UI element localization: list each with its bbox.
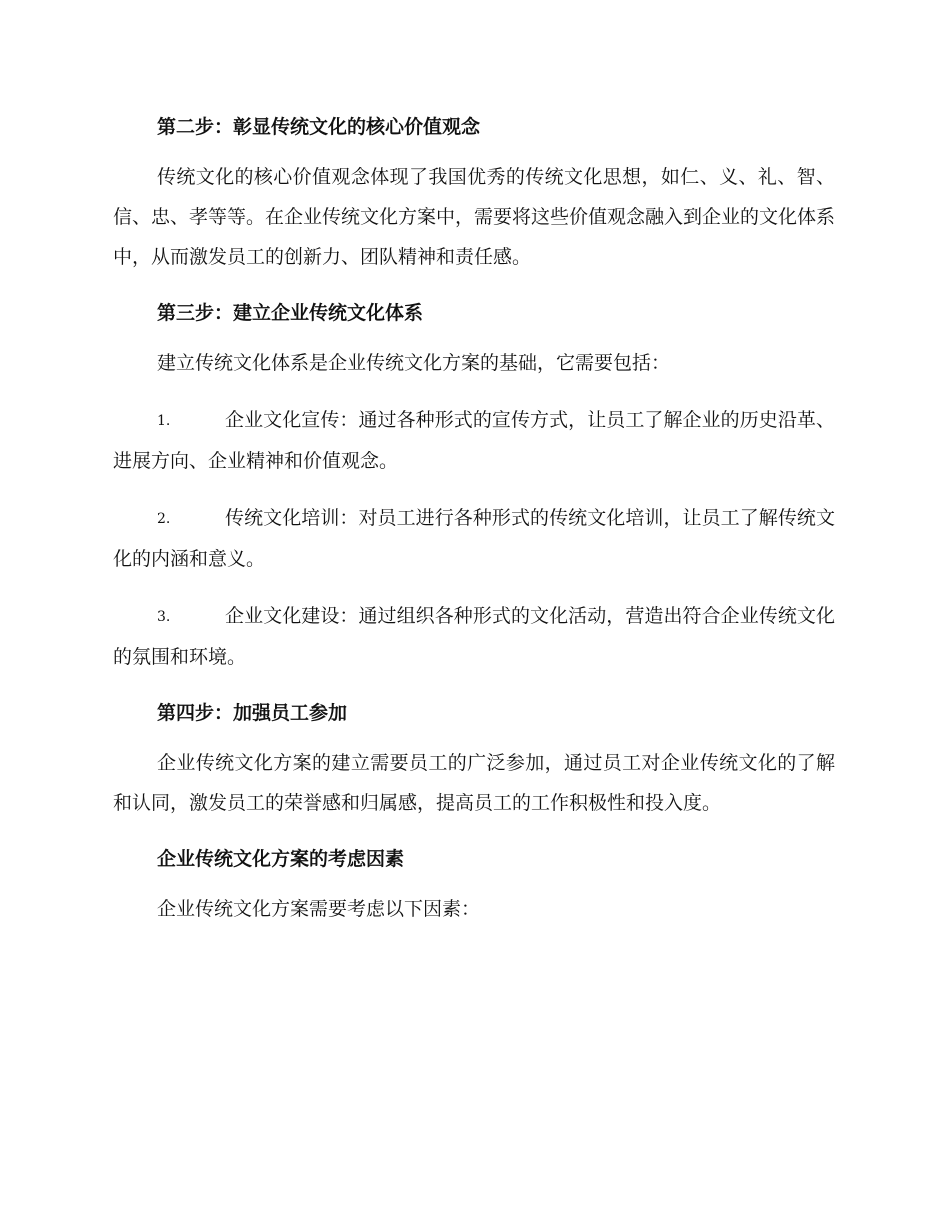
list-number: 3. xyxy=(157,609,171,625)
section-paragraph-considerations: 企业传统文化方案需要考虑以下因素： xyxy=(157,898,481,920)
list-number: 1. xyxy=(157,413,171,429)
list-item-2 xyxy=(113,498,835,579)
section-heading-step-2: 第二步：彰显传统文化的核心价值观念 xyxy=(157,116,481,138)
list-item-3 xyxy=(113,596,835,677)
section-heading-considerations: 企业传统文化方案的考虑因素 xyxy=(157,848,405,870)
list-item-text: 企业文化建设：通过组织各种形式的文化活动，营造出符合企业传统文化的氛围和环境。 xyxy=(113,605,835,668)
list-item-1 xyxy=(113,400,835,481)
section-paragraph-step-2: 传统文化的核心价值观念体现了我国优秀的传统文化思想，如仁、义、礼、智、信、忠、孝等等。在企业传统文化方案中，需要将这些价值观念融入到企业的文化体系中，从而激发员工的创新力、团队精神和责任感。 xyxy=(113,166,836,268)
list-number: 2. xyxy=(157,511,171,527)
document-body xyxy=(113,108,835,946)
section-heading-step-3: 第三步：建立企业传统文化体系 xyxy=(157,302,424,324)
section-heading-step-4: 第四步：加强员工参加 xyxy=(157,702,348,724)
list-item-text: 传统文化培训：对员工进行各种形式的传统文化培训，让员工了解传统文化的内涵和意义。 xyxy=(113,507,835,570)
section-paragraph-step-3: 建立传统文化体系是企业传统文化方案的基础，它需要包括： xyxy=(157,352,671,374)
list-item-text: 企业文化宣传：通过各种形式的宣传方式，让员工了解企业的历史沿革、进展方向、企业精神和价值观念。 xyxy=(113,409,835,472)
section-paragraph-step-4: 企业传统文化方案的建立需要员工的广泛参加，通过员工对企业传统文化的了解和认同，激发员工的荣誉感和归属感，提高员工的工作积极性和投入度。 xyxy=(113,752,835,814)
